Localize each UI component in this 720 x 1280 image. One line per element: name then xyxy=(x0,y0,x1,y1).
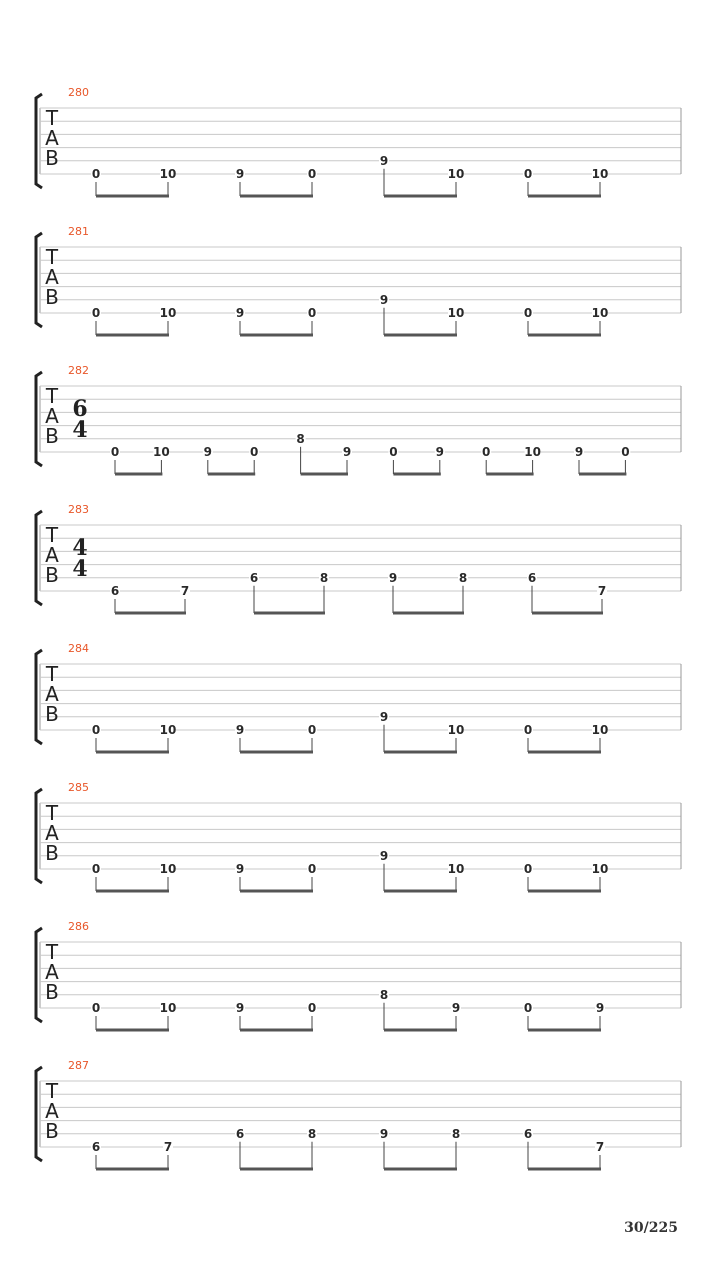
fret-number: 10 xyxy=(447,723,465,737)
tab-clef-letter: B xyxy=(45,1119,59,1143)
fret-number: 9 xyxy=(379,1126,389,1141)
tab-clef-letter: A xyxy=(45,543,59,567)
note-beam xyxy=(240,751,313,754)
fret-number: 0 xyxy=(91,167,101,181)
fret-number: 10 xyxy=(591,723,609,737)
fret-number: 6 xyxy=(235,1126,245,1141)
tab-system xyxy=(36,364,681,476)
fret-number: 6 xyxy=(523,1126,533,1141)
note-beam xyxy=(384,890,457,893)
fret-number: 7 xyxy=(595,1140,605,1154)
fret-number: 8 xyxy=(451,1126,461,1141)
tab-clef-letter: A xyxy=(45,126,59,150)
measure-number: 282 xyxy=(68,364,89,377)
note-beam xyxy=(96,890,169,893)
note-beam xyxy=(384,334,457,337)
fret-number: 9 xyxy=(342,445,352,459)
tab-clef-letter: B xyxy=(45,146,59,170)
fret-number: 0 xyxy=(307,306,317,320)
note-beam xyxy=(96,195,169,198)
fret-number: 0 xyxy=(389,445,398,459)
fret-number: 6 xyxy=(249,570,259,585)
tab-system xyxy=(36,225,681,337)
tab-clef-letter: T xyxy=(45,662,59,686)
tab-clef-letter: B xyxy=(45,702,59,726)
tab-system xyxy=(36,920,681,1032)
tab-clef-letter: T xyxy=(45,245,59,269)
fret-number: 0 xyxy=(307,1001,317,1015)
fret-number: 9 xyxy=(379,292,389,307)
measure-number: 287 xyxy=(68,1059,89,1072)
fret-number: 0 xyxy=(91,723,101,737)
measure-number: 285 xyxy=(68,781,89,794)
note-beam xyxy=(115,473,162,476)
fret-number: 9 xyxy=(379,709,389,724)
fret-number: 10 xyxy=(591,306,609,320)
note-beam xyxy=(384,1168,457,1171)
fret-number: 10 xyxy=(159,306,177,320)
tab-system xyxy=(36,86,681,198)
note-beam xyxy=(532,612,603,615)
fret-number: 8 xyxy=(307,1126,317,1141)
fret-number: 6 xyxy=(110,584,120,598)
time-signature-bottom: 4 xyxy=(72,556,88,582)
tab-clef-letter: T xyxy=(45,523,59,547)
note-beam xyxy=(96,751,169,754)
note-beam xyxy=(254,612,325,615)
fret-number: 7 xyxy=(163,1140,173,1154)
tab-system xyxy=(36,642,681,754)
tab-system xyxy=(36,1059,681,1171)
tab-clef-letter: T xyxy=(45,801,59,825)
time-signature-top: 4 xyxy=(72,535,88,561)
fret-number: 9 xyxy=(235,723,245,737)
tab-clef-letter: A xyxy=(45,265,59,289)
fret-number: 0 xyxy=(307,167,317,181)
fret-number: 8 xyxy=(319,570,329,585)
fret-number: 10 xyxy=(447,306,465,320)
fret-number: 0 xyxy=(523,862,533,876)
fret-number: 6 xyxy=(527,570,537,585)
fret-number: 9 xyxy=(379,153,389,168)
fret-number: 9 xyxy=(379,848,389,863)
note-beam xyxy=(240,334,313,337)
fret-number: 0 xyxy=(523,723,533,737)
tab-clef-letter: T xyxy=(45,384,59,408)
fret-number: 0 xyxy=(250,445,259,459)
tab-clef-letter: A xyxy=(45,1099,59,1123)
note-beam xyxy=(384,1029,457,1032)
tab-clef-letter: A xyxy=(45,404,59,428)
fret-number: 0 xyxy=(91,862,101,876)
fret-number: 10 xyxy=(153,445,170,459)
tab-system xyxy=(36,781,681,893)
fret-number: 9 xyxy=(388,570,398,585)
fret-number: 0 xyxy=(621,445,630,459)
measure-number: 286 xyxy=(68,920,89,933)
fret-number: 9 xyxy=(451,1001,461,1015)
fret-number: 0 xyxy=(307,723,317,737)
note-beam xyxy=(528,1168,601,1171)
fret-number: 10 xyxy=(159,1001,177,1015)
measure-number: 280 xyxy=(68,86,89,99)
page-counter: 30/225 xyxy=(624,1220,678,1236)
time-signature-bottom: 4 xyxy=(72,417,88,443)
fret-number: 10 xyxy=(524,445,541,459)
note-beam xyxy=(528,334,601,337)
note-beam xyxy=(240,1168,313,1171)
fret-number: 9 xyxy=(595,1001,605,1015)
fret-number: 8 xyxy=(379,987,389,1002)
note-beam xyxy=(528,751,601,754)
note-beam xyxy=(96,334,169,337)
tab-clef-letter: A xyxy=(45,821,59,845)
note-beam xyxy=(240,195,313,198)
fret-number: 7 xyxy=(597,584,607,598)
fret-number: 0 xyxy=(91,306,101,320)
tab-system xyxy=(36,503,681,615)
fret-number: 10 xyxy=(447,167,465,181)
note-beam xyxy=(96,1029,169,1032)
fret-number: 0 xyxy=(523,167,533,181)
fret-number: 9 xyxy=(203,445,212,459)
fret-number: 9 xyxy=(435,445,444,459)
note-beam xyxy=(115,612,186,615)
fret-number: 8 xyxy=(458,570,468,585)
tab-clef-letter: B xyxy=(45,424,59,448)
note-beam xyxy=(528,890,601,893)
fret-number: 0 xyxy=(91,1001,101,1015)
fret-number: 0 xyxy=(110,445,120,459)
fret-number: 9 xyxy=(235,167,245,181)
tab-clef-letter: B xyxy=(45,285,59,309)
fret-number: 0 xyxy=(307,862,317,876)
tab-clef-letter: B xyxy=(45,563,59,587)
fret-number: 9 xyxy=(235,862,245,876)
fret-number: 10 xyxy=(159,723,177,737)
note-beam xyxy=(384,195,457,198)
tab-clef-letter: A xyxy=(45,682,59,706)
fret-number: 10 xyxy=(159,862,177,876)
tab-clef-letter: T xyxy=(45,940,59,964)
time-signature-top: 6 xyxy=(72,396,88,422)
fret-number: 7 xyxy=(180,584,190,598)
tab-clef-letter: B xyxy=(45,841,59,865)
fret-number: 10 xyxy=(591,167,609,181)
fret-number: 10 xyxy=(159,167,177,181)
measure-number: 281 xyxy=(68,225,89,238)
fret-number: 9 xyxy=(574,445,584,459)
fret-number: 6 xyxy=(91,1140,101,1154)
fret-number: 0 xyxy=(523,306,533,320)
note-beam xyxy=(486,473,533,476)
note-beam xyxy=(528,1029,601,1032)
note-beam xyxy=(579,473,626,476)
note-beam xyxy=(393,612,464,615)
fret-number: 0 xyxy=(482,445,491,459)
fret-number: 8 xyxy=(296,431,305,446)
note-beam xyxy=(384,751,457,754)
measure-number: 284 xyxy=(68,642,89,655)
note-beam xyxy=(528,195,601,198)
note-beam xyxy=(393,473,440,476)
tab-clef-letter: T xyxy=(45,1079,59,1103)
fret-number: 10 xyxy=(447,862,465,876)
tab-clef-letter: T xyxy=(45,106,59,130)
note-beam xyxy=(301,473,348,476)
tab-clef-letter: B xyxy=(45,980,59,1004)
measure-number: 283 xyxy=(68,503,89,516)
fret-number: 9 xyxy=(235,1001,245,1015)
fret-number: 9 xyxy=(235,306,245,320)
note-beam xyxy=(208,473,255,476)
tab-clef-letter: A xyxy=(45,960,59,984)
fret-number: 0 xyxy=(523,1001,533,1015)
note-beam xyxy=(96,1168,169,1171)
note-beam xyxy=(240,1029,313,1032)
note-beam xyxy=(240,890,313,893)
fret-number: 10 xyxy=(591,862,609,876)
